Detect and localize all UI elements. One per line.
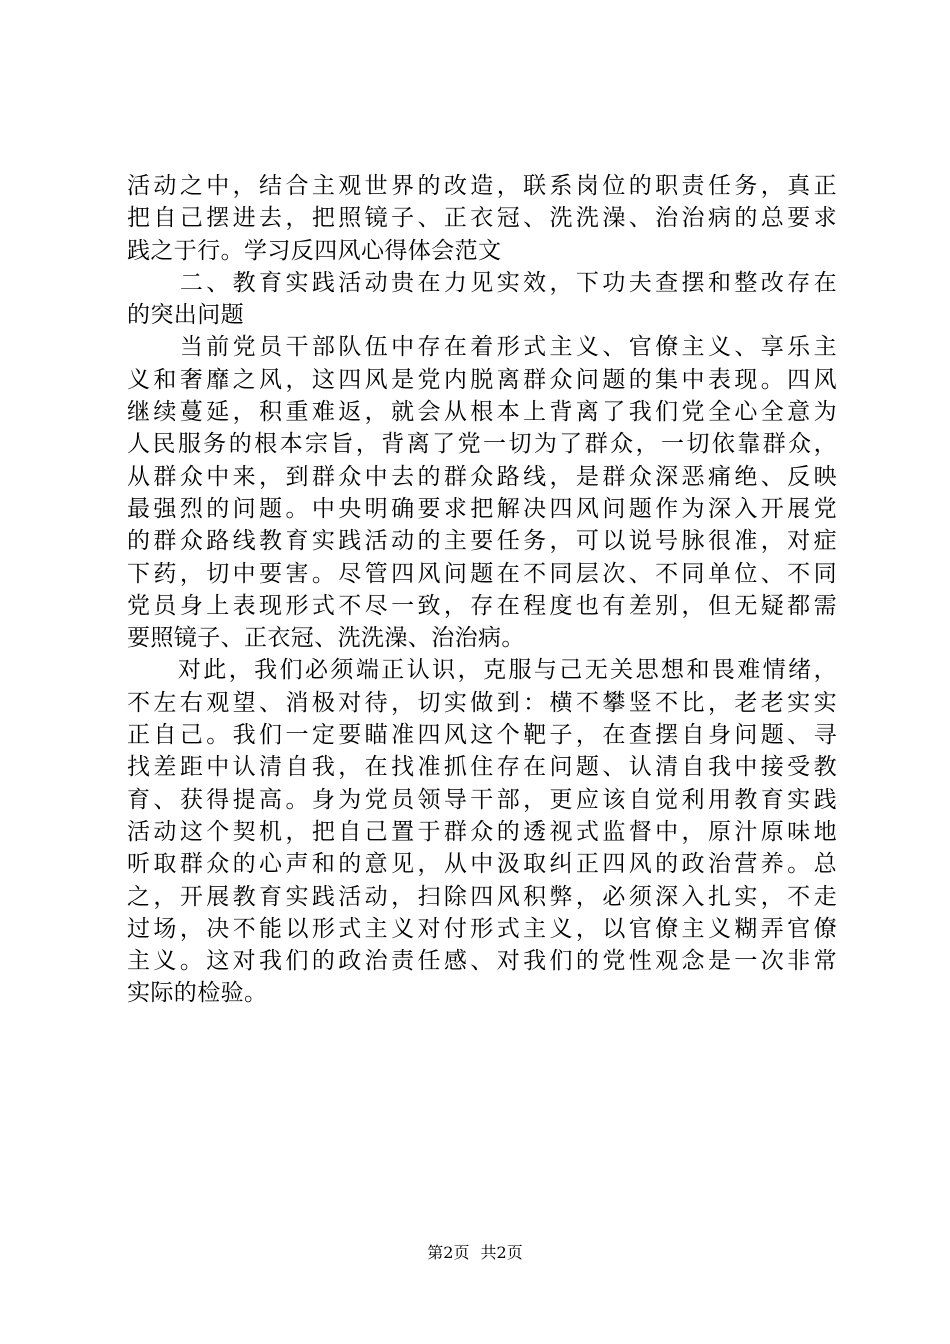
text-line: 之，开展教育实践活动，扫除四风积弊，必须深入扎实，不走 <box>127 883 837 910</box>
text-line: 二、教育实践活动贵在力见实效，下功夫查摆和整改存在 <box>127 269 837 296</box>
text-line: 义和奢靡之风，这四风是党内脱离群众问题的集中表现。四风 <box>127 366 837 393</box>
text-line: 践之于行。学习反四风心得体会范文 <box>127 237 502 264</box>
text-line: 的群众路线教育实践活动的主要任务，可以说号脉很准，对症 <box>127 528 837 555</box>
text-line: 育、获得提高。身为党员领导干部，更应该自觉利用教育实践 <box>127 786 837 813</box>
text-line: 正自己。我们一定要瞄准四风这个靶子，在查摆自身问题、寻 <box>127 722 837 749</box>
text-line: 党员身上表现形式不尽一致，存在程度也有差别，但无疑都需 <box>127 592 837 619</box>
text-line: 对此，我们必须端正认识，克服与己无关思想和畏难情绪， <box>127 657 837 684</box>
text-line: 活动之中，结合主观世界的改造，联系岗位的职责任务，真正 <box>127 173 837 199</box>
page-total: 共2页 <box>480 1243 523 1262</box>
text-line: 人民服务的根本宗旨，背离了党一切为了群众，一切依靠群众， <box>127 431 837 458</box>
page-footer <box>0 1243 950 1263</box>
text-line: 找差距中认清自我，在找准抓住存在问题、认清自我中接受教 <box>127 754 837 781</box>
text-line: 要照镜子、正衣冠、洗洗澡、治治病。 <box>127 625 525 652</box>
text-line: 主义。这对我们的政治责任感、对我们的党性观念是一次非常 <box>127 948 837 975</box>
text-line: 继续蔓延，积重难返，就会从根本上背离了我们党全心全意为 <box>127 399 837 426</box>
text-line: 活动这个契机，把自己置于群众的透视式监督中，原汁原味地 <box>127 818 837 845</box>
text-line: 下药，切中要害。尽管四风问题在不同层次、不同单位、不同 <box>127 560 837 587</box>
document-body <box>127 170 837 1010</box>
text-line: 实际的检验。 <box>127 980 268 1007</box>
text-line: 最强烈的问题。中央明确要求把解决四风问题作为深入开展党 <box>127 495 837 522</box>
text-line: 从群众中来，到群众中去的群众路线，是群众深恶痛绝、反映 <box>127 463 837 490</box>
text-line: 把自己摆进去，把照镜子、正衣冠、洗洗澡、治治病的总要求 <box>127 205 837 232</box>
text-line: 不左右观望、消极对待，切实做到：横不攀竖不比，老老实实 <box>127 689 837 716</box>
text-line: 听取群众的心声和的意见，从中汲取纠正四风的政治营养。总 <box>127 851 837 878</box>
text-line: 过场，决不能以形式主义对付形式主义，以官僚主义糊弄官僚 <box>127 915 837 942</box>
page-number: 第2页 <box>427 1243 470 1262</box>
text-line: 当前党员干部队伍中存在着形式主义、官僚主义、享乐主 <box>127 334 837 361</box>
text-line: 的突出问题 <box>127 302 244 329</box>
